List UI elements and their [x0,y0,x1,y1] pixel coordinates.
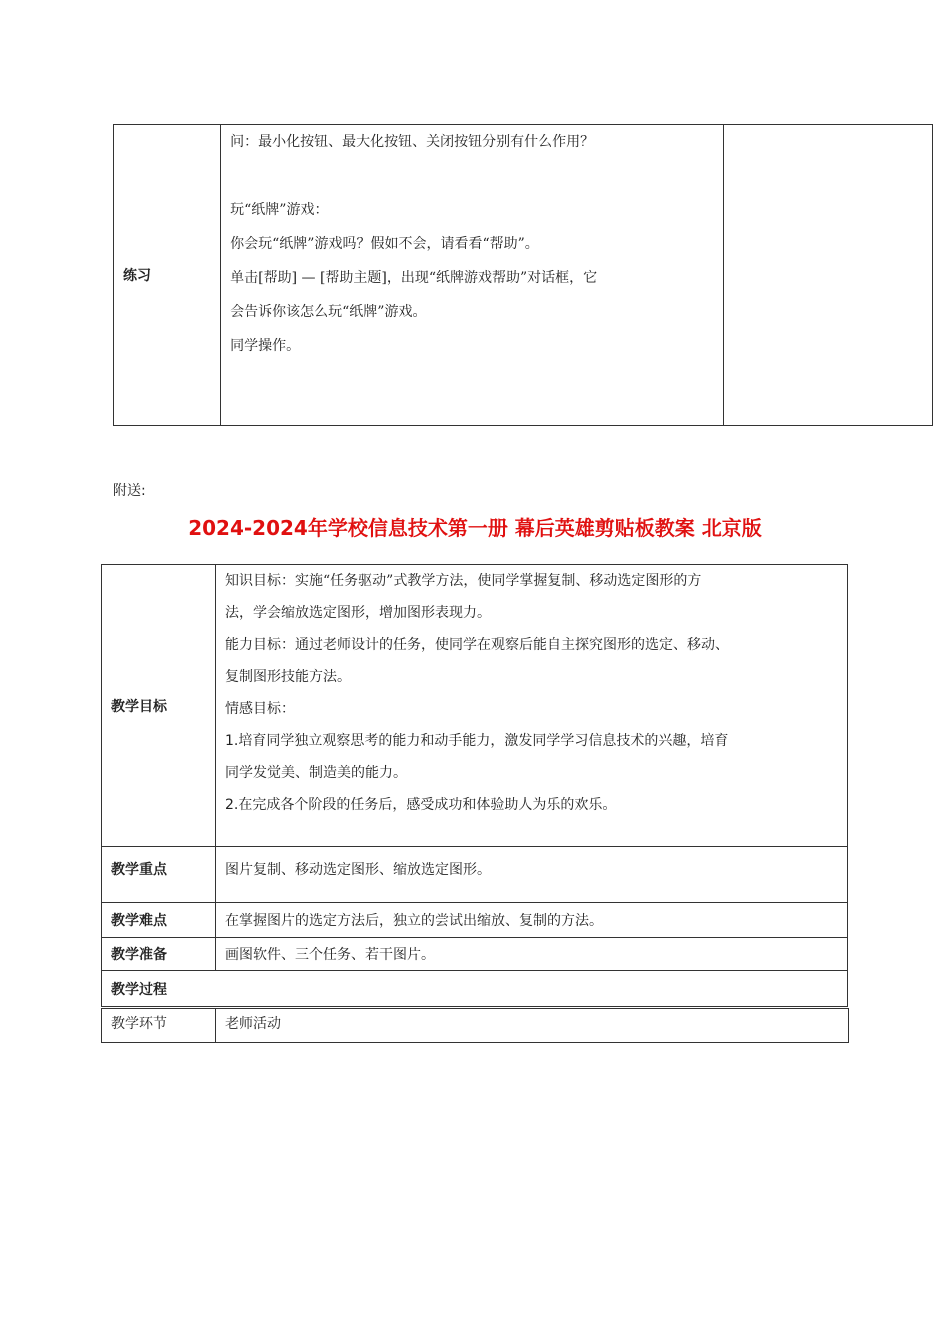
lesson-table [101,564,848,1007]
practice-line-7: 同学操作。 [230,338,301,354]
difficulties-label: 教学难点 [102,903,216,938]
practice-notes [723,125,932,426]
goals-line-6 [225,725,847,757]
process-label: 教学过程 [102,971,848,1007]
key-points-text: 图片复制、移动选定图形、缩放选定图形。 [216,847,848,903]
goals-line-8 [225,789,847,821]
practice-line-1: 问：最小化按钮、最大化按钮、关闭按钮分别有什么作用？ [230,134,595,150]
process-header-col1: 教学环节 [102,1009,216,1043]
practice-content [221,125,724,426]
goals-line-6-text: 培育同学独立观察思考的能力和动手能力，激发同学学习信息技术的兴趣，培育 [238,733,729,749]
key-points-label: 教学重点 [102,847,216,903]
practice-label: 练习 [114,125,221,426]
practice-line-5: 单击[帮助] — [帮助主题]，出现“纸牌游戏帮助”对话框，它 [230,270,598,286]
goals-line-2: 法，学会缩放选定图形，增加图形表现力。 [225,605,491,621]
goals-line-1: 知识目标：实施“任务驱动”式教学方法，使同学掌握复制、移动选定图形的方 [225,573,702,589]
goals-line-5: 情感目标： [225,701,295,717]
preparation-text: 画图软件、三个任务、若干图片。 [216,938,848,971]
goals-label: 教学目标 [102,565,216,847]
practice-line-6: 会告诉你该怎么玩“纸牌”游戏。 [230,304,427,320]
doc-title: 2024-2024年学校信息技术第一册 幕后英雄剪贴板教案 北京版 [188,516,762,540]
practice-line-4: 你会玩“纸牌”游戏吗？假如不会，请看看“帮助”。 [230,236,539,252]
practice-table [113,124,933,426]
goals-content [216,565,848,847]
practice-line-2 [230,159,723,193]
difficulties-text: 在掌握图片的选定方法后，独立的尝试出缩放、复制的方法。 [216,903,848,938]
practice-line-3: 玩“纸牌”游戏： [230,202,329,218]
goals-line-4: 复制图形技能方法。 [225,669,351,685]
preparation-label: 教学准备 [102,938,216,971]
goals-number-1: 1. [225,733,239,749]
process-header-table [101,1008,849,1043]
process-header-col2: 老师活动 [216,1009,849,1043]
goals-number-2: 2. [225,797,239,813]
goals-line-8-text: 在完成各个阶段的任务后，感受成功和体验助人为乐的欢乐。 [238,797,617,813]
goals-line-7: 同学发觉美、制造美的能力。 [225,765,407,781]
goals-line-3: 能力目标：通过老师设计的任务，使同学在观察后能自主探究图形的选定、移动、 [225,637,729,653]
appendix-label: 附送: [113,483,146,499]
